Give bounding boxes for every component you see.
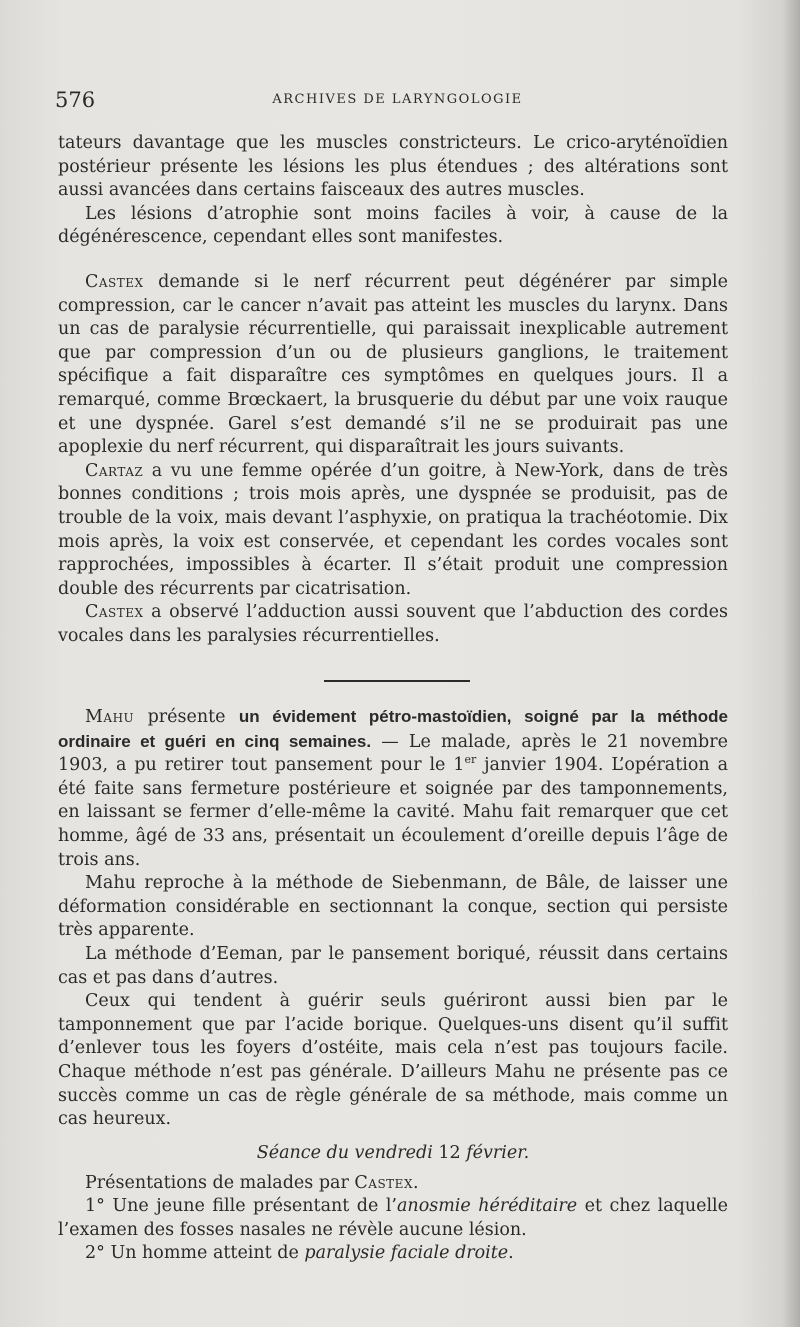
speaker-name: Mahu [85,707,135,727]
speaker-name: Castex [85,602,144,623]
paragraph: Mahu présente un évidement pétro-mastoïdien, soigné par la méthode ordinaire et guéri en cinq semaines. — Le malade, après le 21 novembre 1903, a pu retirer tout pansement pour le 1er janvier 1904. L’opération a été faite sans fermeture postérieure et soignée par des tamponnements, en laissant se fermer d’elle-même la cavité. Mahu fait remarquer que cet homme, âgé de 33 ans, présentait un écoulement d’oreille depuis l’âge de trois ans. [58,707,729,870]
paragraph: Les lésions d’atrophie sont moins faciles à voir, à cause de la dégénérescence, cependant elles sont manifestes. [58,203,728,248]
speaker-name: Castex [85,272,144,292]
text-block-4 [58,1142,728,1266]
section-divider [324,680,470,682]
paragraph: Cartaz a vu une femme opérée d’un goitre, à New-York, dans de très bonnes conditions ; trois mois après, une dyspnée se produisit, pas de trouble de la voix, mais devant l’asphyxie, on pratiqua la trachéotomie. Dix mois après, la voix est conservée, et cependant les cordes vocales sont rapprochées, impossibles à écarter. Il s’était produit une compression double des récurrents par cicatrisation. [58,460,728,599]
speaker-name: Castex [354,1172,413,1193]
paragraph: Castex a observé l’adduction aussi souvent que l’abduction des cordes vocales dans les paralysies récurrentielles. [58,602,728,646]
text-block-3 [58,705,728,1132]
page-edge-shadow [782,0,800,1327]
paragraph: La méthode d’Eeman, par le pansement boriqué, réussit dans certains cas et pas dans d’autres. [58,943,728,988]
paragraph: tateurs davantage que les muscles constricteurs. Le crico-aryténoïdien postérieur présente les lésions les plus étendues ; des altérations sont aussi avancées dans certains faisceaux des autres muscles. [58,133,728,201]
speaker-name: Cartaz [85,460,144,481]
page-header [55,88,740,118]
text-block-2 [58,271,728,649]
session-heading: Séance du vendredi 12 février. [256,1143,530,1163]
paragraph: Castex demande si le nerf récurrent peut dégénérer par simple compression, car le cancer n’avait pas atteint les muscles du larynx. Dans un cas de paralysie récurrentielle, qui paraissait inexplicable autrement que par compression d’un ou de plusieurs ganglions, le traitement spécifique a fait disparaître ces symptômes en quelques jours. Il a remarqué, comme Brœckaert, la brusquerie du début par une voix rauque et une dyspnée. Garel s’est demandé s’il ne se produirait pas une apoplexie du nerf récurrent, qui disparaîtrait les jours suivants. [58,272,728,458]
paragraph: Mahu reproche à la méthode de Siebenmann, de Bâle, de laisser une déformation considérable en sectionnant la conque, section qui persiste très apparente. [58,873,728,941]
text-block-1 [58,132,728,250]
paragraph: Ceux qui tendent à guérir seuls guériront aussi bien par le tamponnement que par l’acide borique. Quelques-uns disent qu’il suffit d’enlever tous les foyers d’ostéite, mais cela n’est pas toujours facile. Chaque méthode n’est pas générale. D’ailleurs Mahu ne présente pas ce succès comme un cas de règle générale de sa méthode, mais comme un cas heureux. [58,991,728,1130]
paragraph: 1° Une jeune fille présentant de l’anosmie héréditaire et chez laquelle l’examen des fosses nasales ne révèle aucune lésion. [58,1196,729,1240]
presentation-title: un évidement pétro-mastoïdien, soigné par la méthode ordinaire et guéri en cinq semaines. [58,707,729,751]
paragraph: Présentations de malades par Castex. [85,1172,419,1193]
running-title: ARCHIVES DE LARYNGOLOGIE [272,92,523,107]
paragraph: 2° Un homme atteint de paralysie faciale droite. [85,1243,514,1264]
page-number: 576 [55,88,96,112]
